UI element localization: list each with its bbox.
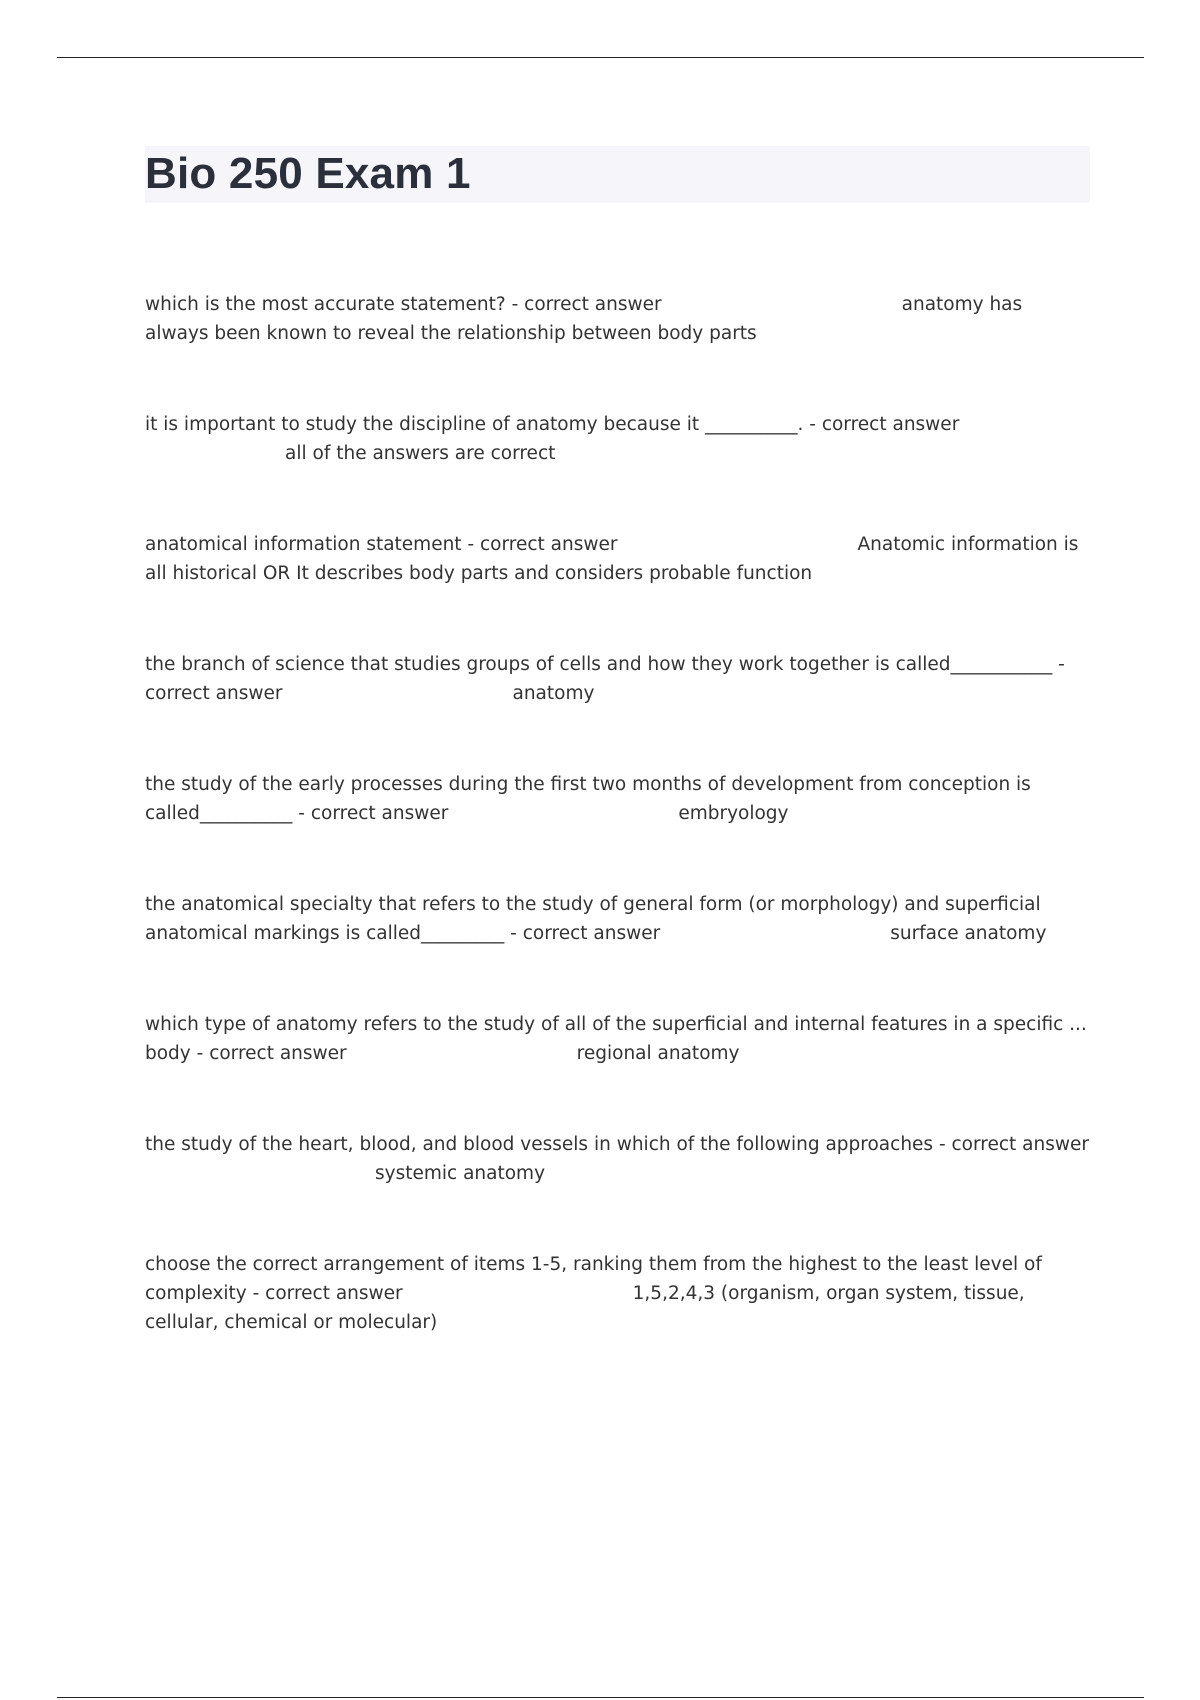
question-text: anatomical information statement - correct answer <box>145 534 618 555</box>
qa-item <box>145 650 1090 708</box>
qa-item <box>145 1250 1090 1337</box>
qa-item <box>145 890 1090 948</box>
answer-text: embryology <box>678 803 789 824</box>
answer-text: systemic anatomy <box>375 1163 546 1184</box>
answer-text: 1,5,2,4,3 (organism, organ system, tissue, cellular, chemical or molecular) <box>145 1283 1025 1333</box>
answer-text: surface anatomy <box>890 923 1047 944</box>
answer-text: anatomy has always been known to reveal the relationship between body parts <box>145 294 1023 344</box>
answer-text: Anatomic information is all historical OR It describes body parts and considers probable function <box>145 534 1079 584</box>
answer-text: regional anatomy <box>576 1043 740 1064</box>
document-title: Bio 250 Exam 1 <box>145 149 471 198</box>
header-rule <box>57 57 1144 58</box>
qa-item <box>145 410 1090 468</box>
qa-item <box>145 290 1090 348</box>
question-text: the branch of science that studies groups of cells and how they work together is called___________ - correct answer <box>145 654 1065 704</box>
title-band <box>145 146 1090 203</box>
footer-rule <box>57 1697 1144 1698</box>
question-text: the anatomical specialty that refers to the study of general form (or morphology) and superficial anatomical markings is called_________ - correct answer <box>145 894 1041 944</box>
question-text: it is important to study the discipline of anatomy because it __________. - correct answer <box>145 414 960 435</box>
question-text: which type of anatomy refers to the study of all of the superficial and internal features in a specific ... body - correct answer <box>145 1014 1087 1064</box>
answer-text: anatomy <box>512 683 595 704</box>
qa-item <box>145 1010 1090 1068</box>
qa-item <box>145 770 1090 828</box>
qa-item <box>145 530 1090 588</box>
question-text: the study of the heart, blood, and blood vessels in which of the following approaches - correct answer <box>145 1134 1089 1155</box>
question-text: choose the correct arrangement of items 1-5, ranking them from the highest to the least level of complexity - correct answer <box>145 1254 1042 1304</box>
question-text: which is the most accurate statement? - correct answer <box>145 294 662 315</box>
question-text: the study of the early processes during the first two months of development from conception is called__________ - correct answer <box>145 774 1031 824</box>
qa-item <box>145 1130 1090 1188</box>
answer-text: all of the answers are correct <box>285 443 556 464</box>
